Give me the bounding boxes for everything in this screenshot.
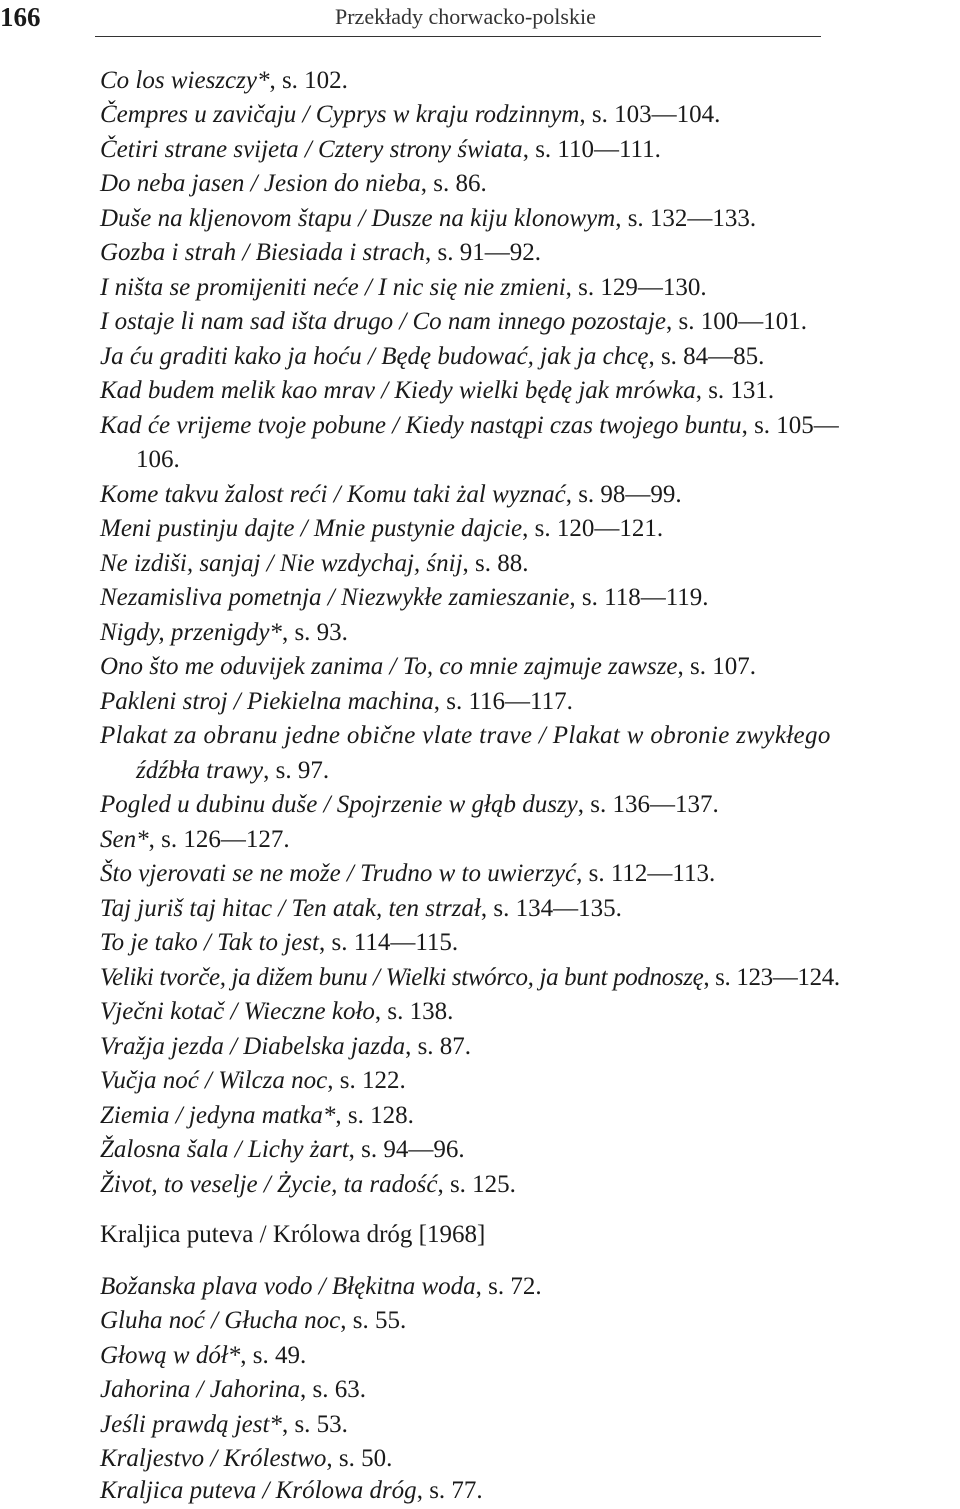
list-item	[100, 271, 958, 305]
list-item	[100, 926, 958, 960]
entry-ref: , s. 97.	[263, 757, 330, 784]
list-item	[100, 1339, 958, 1373]
entry-ref: , s. 134—135.	[480, 895, 622, 922]
list-item	[100, 133, 958, 167]
entry-ref: , s. 116—117.	[433, 688, 573, 715]
entry-ref: , s. 53.	[281, 1411, 348, 1438]
entry-title: Vražja jezda / Diabelska jazda	[100, 1033, 406, 1060]
page-number: 166	[0, 2, 41, 32]
entry-ref: , s. 128.	[335, 1102, 414, 1129]
list-item	[100, 1442, 958, 1476]
entry-title: Meni pustinju dajte / Mnie pustynie dajcie	[100, 515, 523, 542]
entry-title: Kraljestvo / Królestwo	[100, 1445, 327, 1472]
entry-ref: , s. 132—133.	[615, 205, 757, 232]
running-head: Przekłady chorwacko-polskie	[335, 4, 596, 29]
list-item	[100, 98, 958, 132]
list-item	[100, 478, 958, 512]
list-item	[100, 547, 958, 581]
entry-title: Taj juriš taj hitac / Ten atak, ten strzał	[100, 895, 481, 922]
entry-ref: , s. 63.	[300, 1376, 366, 1403]
entry-title: Veliki tvorče, ja dižem bunu / Wielki stwórco, ja bunt podnoszę	[100, 964, 704, 991]
entry-title: Pogled u dubinu duše / Spojrzenie w głąb duszy	[100, 791, 578, 818]
list-item	[100, 685, 958, 719]
entry-title: Nigdy, przenigdy*	[100, 619, 282, 646]
list-item	[100, 1474, 958, 1508]
entry-ref: , s. 50.	[326, 1445, 393, 1472]
entry-title: Kome takvu žalost reći / Komu taki żal wyznać	[100, 481, 566, 508]
list-item	[100, 1099, 958, 1133]
entry-title: Jeśli prawdą jest*	[100, 1411, 282, 1438]
entry-title: Četiri strane svijeta / Cztery strony świata	[100, 136, 523, 163]
entry-ref: , s. 123—124.	[703, 964, 840, 991]
entry-title: Jahorina / Jahorina	[100, 1376, 300, 1403]
entry-ref: 106.	[136, 446, 180, 473]
entry-ref: , s. 55.	[340, 1307, 407, 1334]
list-item	[100, 616, 958, 650]
entry-title-continuation: źdźbła trawy	[136, 757, 264, 784]
entry-ref: , s. 112—113.	[576, 860, 716, 887]
list-item	[100, 823, 958, 857]
entry-ref: , s. 110—111.	[522, 136, 661, 163]
entry-title: Život, to veselje / Życie, ta radość	[100, 1171, 438, 1198]
list-item	[100, 512, 958, 546]
entry-title: Kraljica puteva / Królowa dróg	[100, 1477, 417, 1504]
entry-title: Co los wieszczy*	[100, 67, 270, 94]
entry-title: Nezamisliva pometnja / Niezwykłe zamieszanie	[100, 584, 570, 611]
list-item	[100, 719, 958, 753]
entry-title: Žalosna šala / Lichy żart	[100, 1136, 349, 1163]
entry-ref: , s. 49.	[240, 1342, 307, 1369]
entry-ref: , s. 94—96.	[348, 1136, 465, 1163]
header-rule	[95, 36, 821, 37]
entry-ref: , s. 105—	[741, 412, 839, 439]
list-item	[100, 1168, 958, 1202]
entry-ref: , s. 136—137.	[577, 791, 719, 818]
entry-ref: , s. 87.	[405, 1033, 472, 1060]
list-item	[100, 1133, 958, 1167]
entry-title: Vječni kotač / Wieczne koło	[100, 998, 375, 1025]
list-item	[100, 650, 958, 684]
entry-ref: , s. 77.	[416, 1477, 483, 1504]
list-item	[100, 236, 958, 270]
entry-ref: , s. 131.	[695, 377, 775, 404]
list-item	[100, 1270, 958, 1304]
entry-title: To je tako / Tak to jest	[100, 929, 320, 956]
list-item	[100, 1408, 958, 1442]
entry-title: Ono što me oduvijek zanima / To, co mnie zajmuje zawsze	[100, 653, 678, 680]
entry-ref: , s. 88.	[462, 550, 529, 577]
list-item	[100, 1030, 958, 1064]
entry-ref: , s. 102.	[269, 67, 348, 94]
entry-title: Pakleni stroj / Piekielna machina	[100, 688, 434, 715]
entry-title: Gluha noć / Głucha noc	[100, 1307, 341, 1334]
entry-ref: , s. 126—127.	[148, 826, 290, 853]
list-item	[100, 1373, 958, 1407]
entry-title: Čempres u zavičaju / Cyprys w kraju rodzinnym	[100, 101, 580, 128]
list-item	[100, 409, 958, 443]
entry-title: Božanska plava vodo / Błękitna woda	[100, 1273, 476, 1300]
entry-title: I ostaje li nam sad išta drugo / Co nam innego pozostaje	[100, 308, 666, 335]
section-title: Kraljica puteva / Królowa dróg [1968]	[100, 1221, 486, 1248]
entry-ref: , s. 114—115.	[319, 929, 459, 956]
entry-ref: , s. 91—92.	[425, 239, 541, 266]
entry-ref: , s. 100—101.	[665, 308, 807, 335]
list-item	[100, 167, 958, 201]
page-header	[0, 0, 960, 40]
entry-title: Ne izdiši, sanjaj / Nie wzdychaj, śnij	[100, 550, 463, 577]
entry-title: Kad će vrijeme tvoje pobune / Kiedy nastąpi czas twojego buntu	[100, 412, 742, 439]
entry-title: Što vjerovati se ne može / Trudno w to uwierzyć	[100, 860, 577, 887]
entry-ref: , s. 118—119.	[569, 584, 709, 611]
entry-ref: , s. 103—104.	[579, 101, 721, 128]
entry-title: I ništa se promijeniti neće / I nic się nie zmieni	[100, 274, 566, 301]
entry-title: Do neba jasen / Jesion do nieba	[100, 170, 421, 197]
entry-ref: , s. 84—85.	[648, 343, 765, 370]
list-item-continuation	[136, 443, 960, 477]
list-item	[100, 305, 958, 339]
list-item	[100, 202, 958, 236]
list-item	[100, 857, 958, 891]
entry-ref: , s. 138.	[374, 998, 454, 1025]
entry-title: Vučja noć / Wilcza noc	[100, 1067, 328, 1094]
entry-ref: , s. 122.	[327, 1067, 406, 1094]
entry-ref: , s. 86.	[420, 170, 487, 197]
list-item	[100, 1064, 958, 1098]
list-item	[100, 581, 958, 615]
entry-title: Duše na kljenovom štapu / Dusze na kiju klonowym	[100, 205, 616, 232]
entry-title: Kad budem melik kao mrav / Kiedy wielki będę jak mrówka	[100, 377, 696, 404]
entry-ref: , s. 107.	[677, 653, 756, 680]
list-item	[100, 1304, 958, 1338]
list-item	[100, 374, 958, 408]
entry-title: Głową w dół*	[100, 1342, 241, 1369]
entry-ref: , s. 125.	[437, 1171, 516, 1198]
list-item-continuation	[136, 754, 960, 788]
list-item	[100, 892, 958, 926]
list-item	[100, 340, 958, 374]
list-item	[100, 961, 958, 995]
entry-title: Plakat za obranu jedne obične vlate trave / Plakat w obronie zwykłego	[100, 722, 831, 749]
list-item	[100, 995, 958, 1029]
entry-ref: , s. 129—130.	[565, 274, 707, 301]
entry-title: Ja ću graditi kako ja hoću / Będę budować, jak ja chcę	[100, 343, 649, 370]
entry-ref: , s. 98—99.	[565, 481, 682, 508]
entry-title: Sen*	[100, 826, 149, 853]
list-item	[100, 788, 958, 822]
entry-ref: , s. 93.	[281, 619, 348, 646]
entry-title: Ziemia / jedyna matka*	[100, 1102, 336, 1129]
entry-title: Gozba i strah / Biesiada i strach	[100, 239, 426, 266]
list-item	[100, 64, 958, 98]
entry-ref: , s. 120—121.	[522, 515, 664, 542]
entry-ref: , s. 72.	[475, 1273, 542, 1300]
